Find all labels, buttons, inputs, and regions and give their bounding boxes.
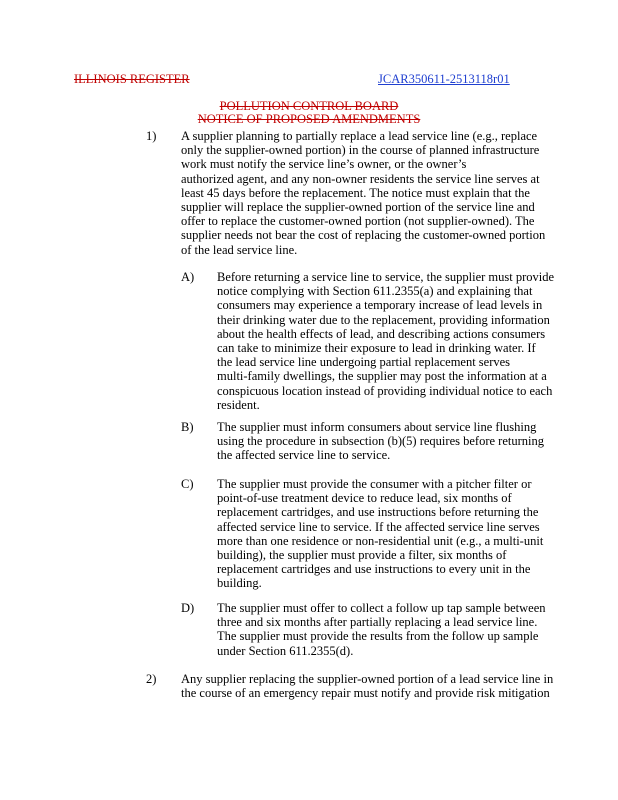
- text-line: replacement cartridges and use instructions to every unit in the: [217, 562, 531, 577]
- item-number: D): [181, 601, 195, 615]
- text-line: their drinking water due to the replacement, providing information: [217, 312, 550, 327]
- text-line: the lead service line undergoing partial replacement serves: [217, 355, 511, 370]
- item-number: C): [181, 477, 194, 491]
- text-line: building.: [217, 576, 262, 591]
- text-line: the affected service line to service.: [217, 448, 391, 463]
- text-line: supplier needs not bear the cost of replacing the customer-owned portion: [181, 228, 546, 243]
- text-line: Any supplier replacing the supplier-owned portion of a lead service line in: [181, 672, 554, 686]
- text-line: more than one residence or non-residential unit (e.g., a multi-unit: [217, 533, 544, 548]
- text-line: building), the supplier must provide a filter, six months of: [217, 548, 507, 563]
- text-line: work must notify the service line’s owner, or the owner’s: [181, 157, 467, 172]
- text-line: can take to minimize their exposure to lead in drinking water. If: [217, 341, 536, 356]
- paragraph: [217, 270, 589, 412]
- text-line: least 45 days before the replacement. The notice must explain that the: [181, 185, 530, 200]
- text-line: multi-family dwellings, the supplier may post the information at a: [217, 369, 547, 384]
- document-id: JCAR350611-2513118r01: [378, 72, 510, 86]
- text-line: affected service line to service. If the affected service line serves: [217, 519, 540, 534]
- text-line: only the supplier-owned portion) in the course of planned infrastructure: [181, 143, 540, 158]
- text-line: replacement cartridges, and use instructions before returning the: [217, 505, 539, 520]
- text-line: the course of an emergency repair must notify and provide risk mitigation: [181, 686, 550, 701]
- text-line: conspicuous location instead of providing individual notice to each: [217, 383, 553, 398]
- item-number: B): [181, 420, 194, 434]
- text-line: under Section 611.2355(d).: [217, 643, 354, 658]
- text-line: authorized agent, and any non-owner residents the service line serves at: [181, 171, 540, 186]
- text-line: The supplier must provide the consumer with a pitcher filter or: [217, 477, 532, 491]
- text-line: of the lead service line.: [181, 242, 298, 257]
- text-line: A supplier planning to partially replace a lead service line (e.g., replace: [181, 129, 538, 143]
- text-line: notice complying with Section 611.2355(a) and explaining that: [217, 284, 533, 299]
- text-line: point-of-use treatment device to reduce lead, six months of: [217, 491, 512, 506]
- text-line: using the procedure in subsection (b)(5) requires before returning: [217, 434, 544, 449]
- text-line: about the health effects of lead, and describing actions consumers: [217, 326, 546, 341]
- paragraph: [181, 129, 581, 257]
- paragraph: [217, 601, 589, 658]
- text-line: consumers may experience a temporary increase of lead levels in: [217, 298, 543, 313]
- text-line: offer to replace the customer-owned portion (not supplier-owned). The: [181, 214, 535, 229]
- register-header: ILLINOIS REGISTER: [74, 72, 190, 86]
- text-line: Before returning a service line to service, the supplier must provide: [217, 270, 555, 284]
- paragraph: [217, 420, 589, 463]
- paragraph: [217, 477, 589, 591]
- text-line: The supplier must provide the results from the follow up sample: [217, 629, 539, 644]
- text-line: supplier will replace the supplier-owned portion of the service line and: [181, 200, 535, 215]
- text-line: resident.: [217, 397, 260, 412]
- agency-name: POLLUTION CONTROL BOARD: [219, 99, 399, 113]
- notice-title: NOTICE OF PROPOSED AMENDMENTS: [197, 112, 421, 126]
- paragraph: [181, 672, 591, 700]
- text-line: The supplier must inform consumers about service line flushing: [217, 420, 537, 434]
- item-number: 1): [146, 129, 157, 143]
- item-number: 2): [146, 672, 157, 686]
- text-line: The supplier must offer to collect a follow up tap sample between: [217, 601, 546, 615]
- item-number: A): [181, 270, 195, 284]
- text-line: three and six months after partially replacing a lead service line.: [217, 615, 538, 630]
